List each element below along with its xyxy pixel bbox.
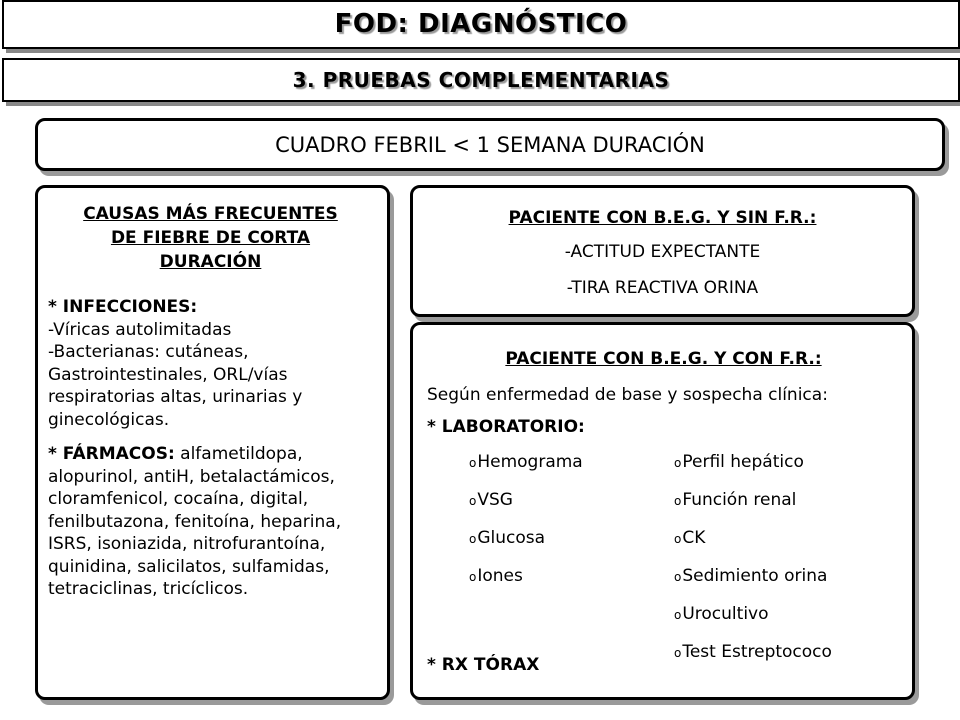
beg-with-risk-box	[410, 322, 915, 700]
lab-item-label: VSG	[477, 490, 513, 510]
beg-without-risk-title: PACIENTE CON B.E.G. Y SIN F.R.:	[508, 208, 817, 228]
beg-with-risk-title: PACIENTE CON B.E.G. Y CON F.R.:	[505, 349, 822, 369]
causes-title	[48, 202, 373, 274]
lab-item	[469, 481, 674, 519]
bullet-icon: o	[674, 608, 682, 622]
bullet-icon: o	[674, 570, 682, 584]
lab-item-label: Urocultivo	[682, 604, 769, 624]
infections-item: -Bacterianas: cutáneas, Gastrointestinales, ORL/vías respiratorias altas, urinarias y ginecológicas.	[48, 342, 303, 430]
drugs-paragraph	[48, 443, 373, 601]
lab-item	[674, 481, 879, 519]
lab-item-label: Sedimiento orina	[682, 566, 828, 586]
fever-duration-text: CUADRO FEBRIL < 1 SEMANA DURACIÓN	[275, 132, 705, 157]
bullet-icon: o	[674, 646, 682, 660]
page-title: FOD: DIAGNÓSTICO	[334, 9, 628, 39]
bullet-icon: o	[469, 532, 477, 546]
lab-item	[469, 443, 674, 481]
beg-without-risk-box	[410, 185, 915, 317]
bullet-icon: o	[674, 532, 682, 546]
beg-without-risk-line: -TIRA REACTIVA ORINA	[566, 278, 759, 298]
bullet-icon: o	[674, 456, 682, 470]
lab-item	[469, 519, 674, 557]
lab-item	[674, 443, 879, 481]
lab-item-label: Iones	[477, 566, 523, 586]
laboratory-label: * LABORATORIO:	[427, 417, 585, 437]
lab-item-label: Perfil hepático	[682, 452, 804, 472]
subtitle-bar	[2, 58, 960, 102]
lab-item-label: Hemograma	[477, 452, 583, 472]
beg-without-risk-line: -ACTITUD EXPECTANTE	[564, 242, 761, 262]
lab-item-label: Test Estreptococo	[682, 642, 832, 662]
bullet-icon: o	[469, 456, 477, 470]
causes-box	[35, 185, 390, 700]
lab-item-label: Glucosa	[477, 528, 546, 548]
lab-item-label: CK	[682, 528, 706, 548]
main-title-bar	[2, 0, 960, 49]
page-subtitle: 3. PRUEBAS COMPLEMENTARIAS	[292, 68, 670, 92]
laboratory-column-right	[674, 443, 879, 671]
causes-title-line: CAUSAS MÁS FRECUENTES	[83, 204, 338, 224]
infections-item: -Víricas autolimitadas	[48, 319, 232, 340]
drugs-label: * FÁRMACOS:	[48, 444, 175, 464]
causes-title-line: DE FIEBRE DE CORTA	[110, 228, 311, 248]
fever-duration-box	[35, 118, 945, 171]
infections-label: * INFECCIONES:	[48, 297, 198, 317]
laboratory-column-left	[469, 443, 674, 671]
lab-item-label: Función renal	[682, 490, 797, 510]
bullet-icon: o	[469, 494, 477, 508]
bullet-icon: o	[469, 570, 477, 584]
laboratory-list	[469, 443, 900, 671]
lab-item	[674, 633, 879, 671]
lab-item	[674, 595, 879, 633]
bullet-icon: o	[674, 494, 682, 508]
causes-title-line: DURACIÓN	[159, 252, 262, 272]
lab-item	[469, 557, 674, 595]
lab-item	[674, 519, 879, 557]
beg-with-risk-intro: Según enfermedad de base y sospecha clínica:	[427, 385, 828, 405]
rx-thorax-label: * RX TÓRAX	[427, 655, 540, 675]
drugs-list: alfametildopa, alopurinol, antiH, betalactámicos, cloramfenicol, cocaína, digital, fenilbutazona, fenitoína, heparina, ISRS, isoniazida, nitrofurantoína, quinidina, salicilatos, sulfamidas, tetraciclinas, tricíclicos.	[48, 444, 342, 599]
lab-item	[674, 557, 879, 595]
